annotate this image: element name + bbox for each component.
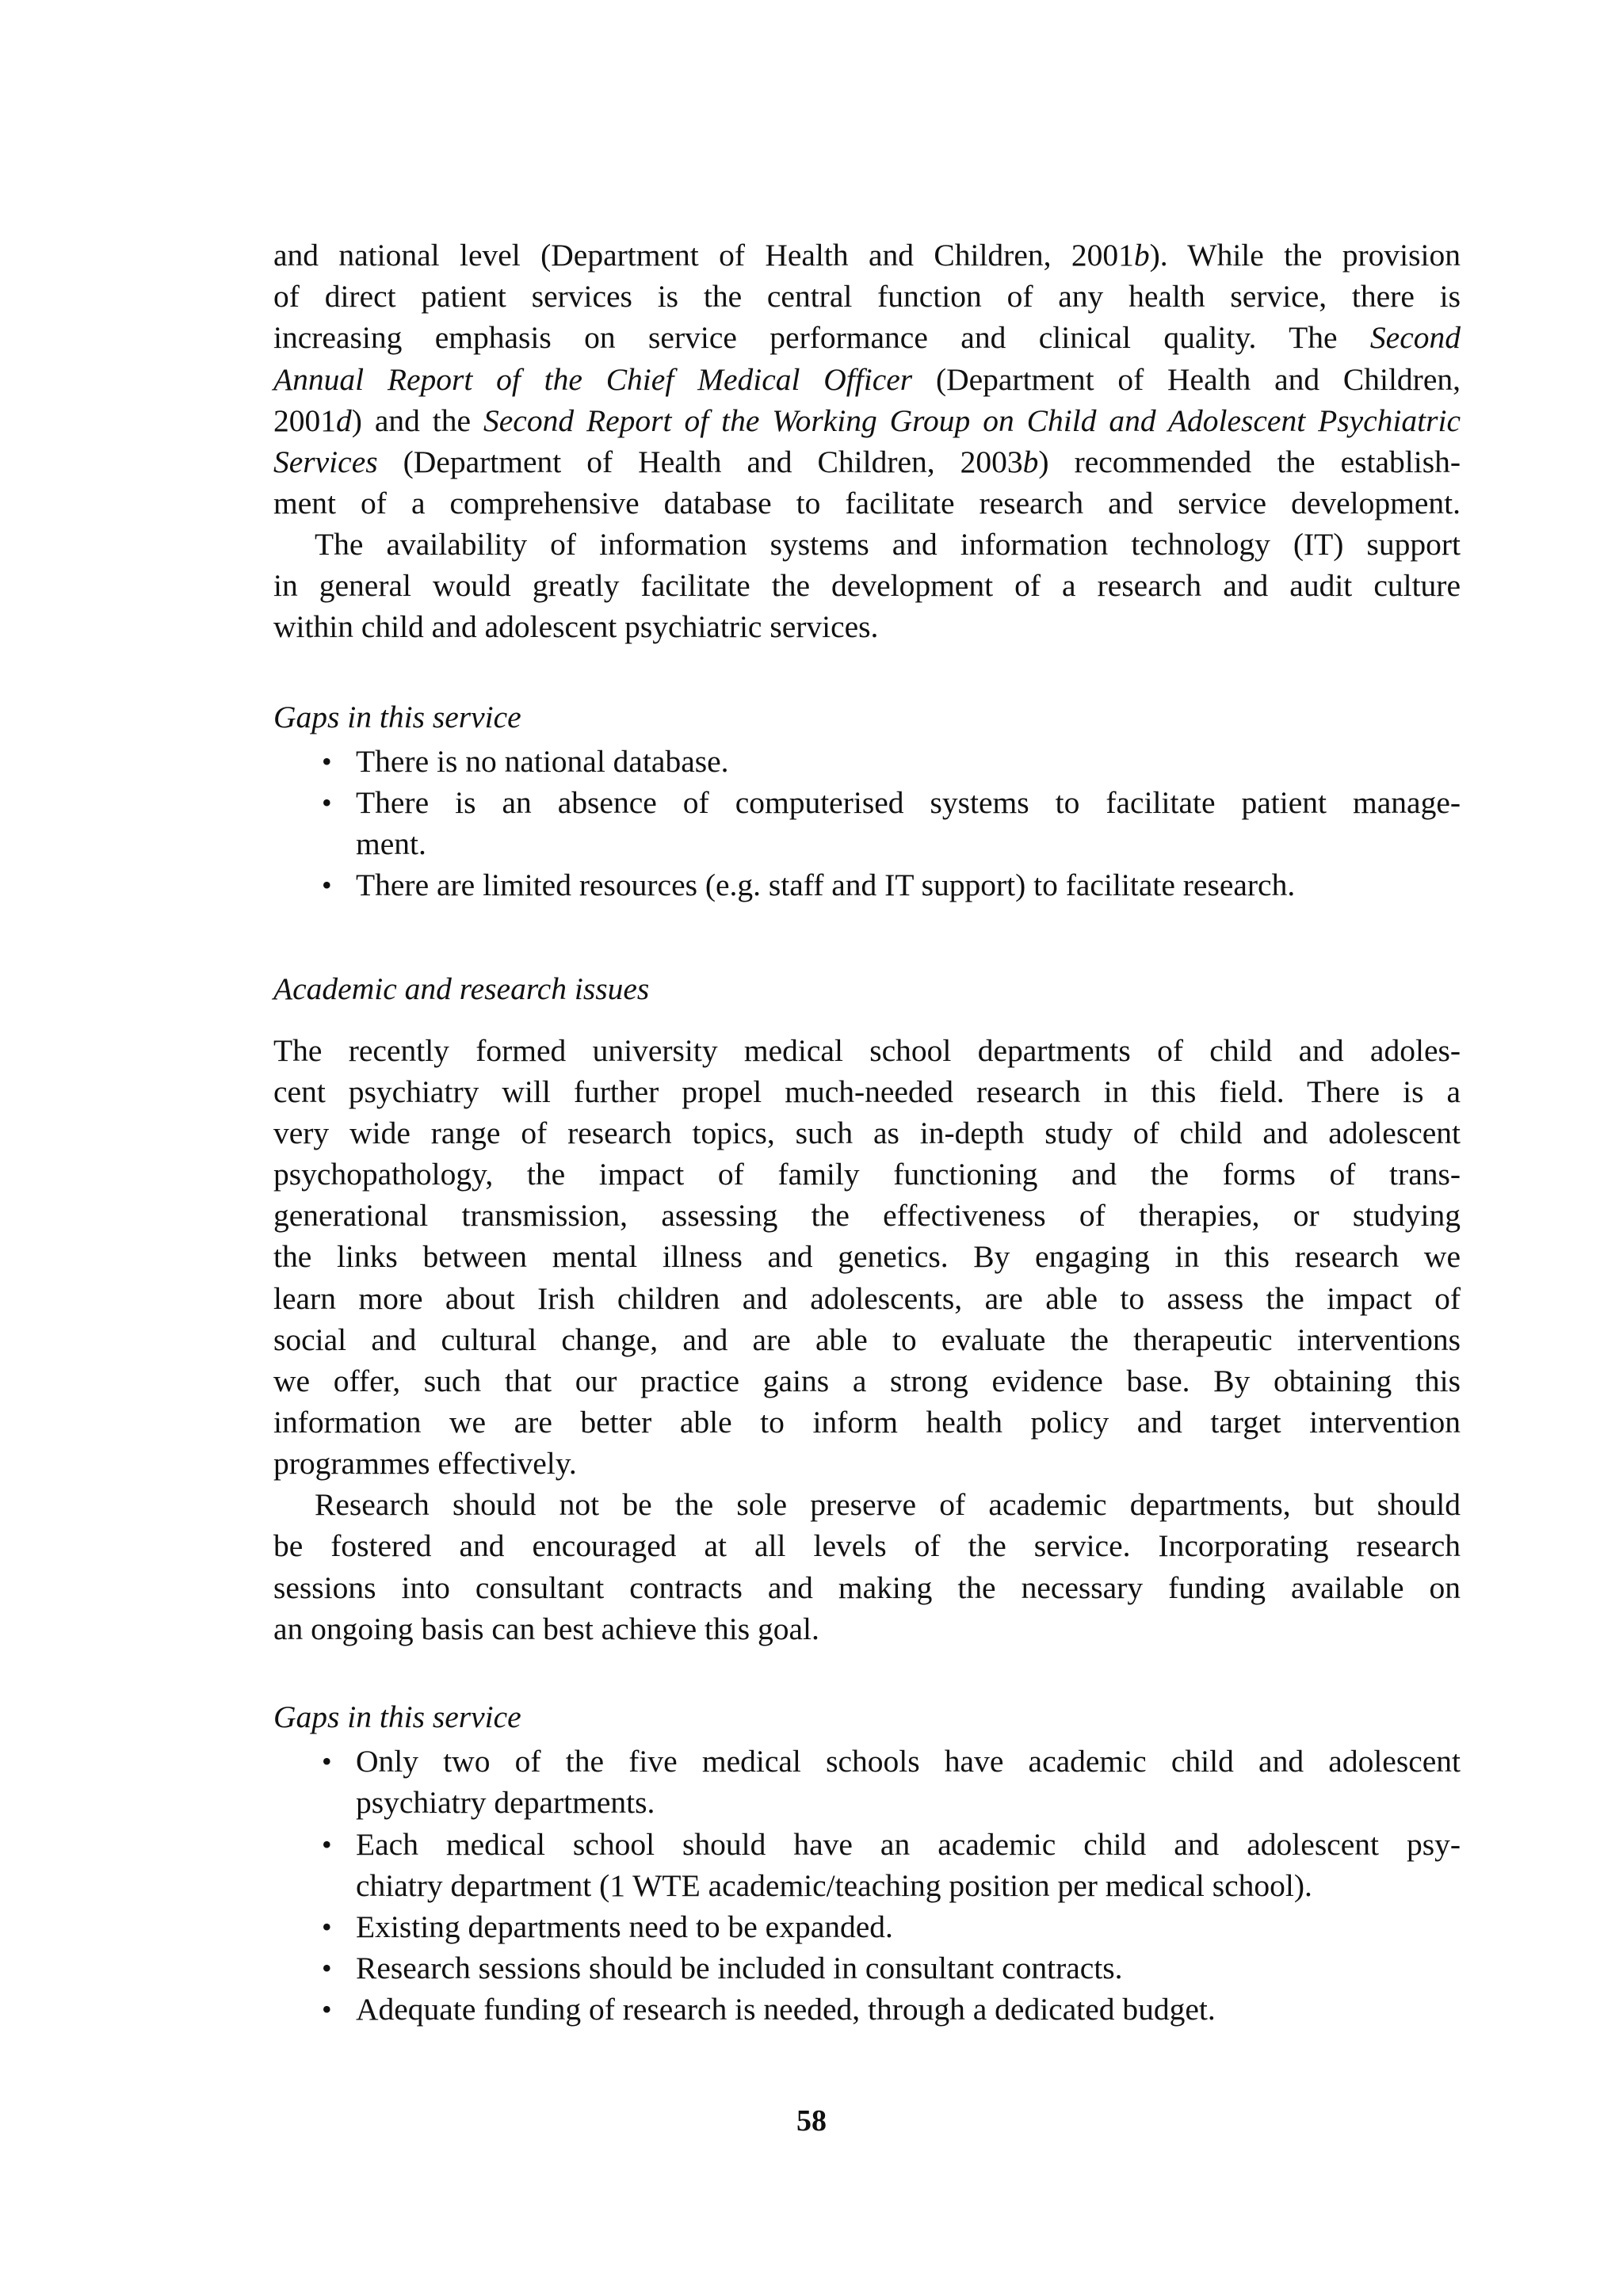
text-run: in general would greatly facilitate the development of a research and audit culture — [273, 568, 1461, 603]
text-run: The availability of information systems and information technology (IT) support — [315, 527, 1461, 562]
text-run: information we are better able to inform health policy and target intervention — [273, 1405, 1461, 1440]
text-run: psychopathology, the impact of family functioning and the forms of trans- — [273, 1157, 1461, 1192]
paragraph-line — [273, 441, 1461, 482]
text-run: ment of a comprehensive database to facilitate research and service development. — [273, 486, 1461, 521]
italic-text: Second — [1369, 320, 1461, 355]
text-run: Each medical school should have an academic child and adolescent psy- — [356, 1827, 1461, 1862]
paragraph-line — [273, 1278, 1461, 1319]
bullet-icon: • — [322, 1829, 332, 1860]
italic-text: b — [1022, 444, 1039, 479]
bullet-item-line — [356, 823, 1461, 864]
paragraph-line — [273, 565, 1461, 606]
text-run: and national level (Department of Health and Children, 2001 — [273, 238, 1134, 273]
bullet-item-line — [356, 1782, 1461, 1823]
text-run: ) recommended the establish- — [1038, 444, 1461, 479]
text-run: the links between mental illness and genetics. By engaging in this research we — [273, 1239, 1461, 1274]
text-run: Research should not be the sole preserve of academic departments, but should — [315, 1487, 1461, 1522]
bullet-icon: • — [322, 746, 332, 777]
paragraph-line — [273, 1030, 1461, 1071]
paragraph-line — [273, 317, 1461, 358]
paragraph-line — [273, 1236, 1461, 1277]
section-heading — [273, 968, 1461, 1009]
text-run: Research sessions should be included in consultant contracts. — [356, 1951, 1123, 1985]
text-run: ment. — [356, 826, 426, 861]
bullet-item-line — [322, 782, 1461, 823]
bullet-icon: • — [322, 1911, 332, 1943]
text-run: programmes effectively. — [273, 1446, 577, 1481]
paragraph-line — [273, 359, 1461, 400]
paragraph-line — [273, 1112, 1461, 1154]
italic-text: Services — [273, 444, 378, 479]
bullet-icon: • — [322, 869, 332, 901]
bullet-item-line — [322, 1989, 1461, 2030]
paragraph-line — [315, 524, 1461, 565]
text-run: psychiatry departments. — [356, 1785, 655, 1820]
bullet-item-line — [322, 1741, 1461, 1782]
paragraph-line — [273, 1567, 1461, 1608]
text-run: (Department of Health and Children, 2003 — [377, 444, 1023, 479]
text-run: There are limited resources (e.g. staff and IT support) to facilitate research. — [356, 868, 1296, 902]
text-run: be fostered and encouraged at all levels of the service. Incorporating research — [273, 1528, 1461, 1563]
text-run: Academic and research issues — [273, 971, 650, 1006]
bullet-item-line — [322, 1947, 1461, 1989]
paragraph-line — [273, 1608, 1461, 1650]
text-run: generational transmission, assessing the effectiveness of therapies, or studying — [273, 1198, 1461, 1233]
bullet-icon: • — [322, 1745, 332, 1777]
text-run: 2001 — [273, 403, 336, 438]
bullet-icon: • — [322, 1952, 332, 1984]
text-run: learn more about Irish children and adolescents, are able to assess the impact of — [273, 1281, 1461, 1316]
paragraph-line — [273, 1154, 1461, 1195]
text-run: (Department of Health and Children, — [912, 362, 1461, 397]
page-number: 58 — [796, 2104, 827, 2138]
paragraph-line — [273, 1402, 1461, 1443]
section-heading — [273, 696, 1461, 738]
italic-text: Second Report of the Working Group on Child and Adolescent Psychiatric — [483, 403, 1461, 438]
text-run: we offer, such that our practice gains a strong evidence base. By obtaining this — [273, 1363, 1461, 1398]
paragraph-line — [273, 235, 1461, 276]
bullet-item-line — [356, 1865, 1461, 1906]
bullet-item-line — [322, 1906, 1461, 1947]
paragraph-line — [315, 1484, 1461, 1525]
paragraph-line — [273, 1195, 1461, 1236]
text-run: Only two of the five medical schools have academic child and adolescent — [356, 1744, 1461, 1779]
bullet-item-line — [322, 864, 1461, 906]
bullet-icon: • — [322, 787, 332, 818]
paragraph-line — [273, 400, 1461, 441]
italic-text: Annual Report of the Chief Medical Officer — [273, 362, 913, 397]
text-run: There is an absence of computerised systems to facilitate patient manage- — [356, 785, 1461, 820]
paragraph-line — [273, 482, 1461, 524]
text-run: cent psychiatry will further propel much-needed research in this field. There is a — [273, 1074, 1461, 1109]
text-run: increasing emphasis on service performance and clinical quality. The — [273, 320, 1370, 355]
italic-text: b — [1133, 238, 1150, 273]
text-run: Gaps in this service — [273, 700, 521, 734]
paragraph-line — [273, 1443, 1461, 1484]
text-run: chiatry department (1 WTE academic/teaching position per medical school). — [356, 1868, 1312, 1903]
paragraph-line — [273, 1360, 1461, 1402]
section-heading — [273, 1696, 1461, 1737]
text-run: ). While the provision — [1149, 238, 1461, 273]
text-run: an ongoing basis can best achieve this goal. — [273, 1611, 819, 1646]
bullet-item-line — [322, 741, 1461, 782]
italic-text: d — [336, 403, 352, 438]
text-run: very wide range of research topics, such as in-depth study of child and adolescent — [273, 1116, 1461, 1150]
paragraph-line — [273, 276, 1461, 317]
paragraph-line — [273, 1071, 1461, 1112]
bullet-item-line — [322, 1824, 1461, 1865]
text-run: Existing departments need to be expanded. — [356, 1909, 893, 1944]
text-run: sessions into consultant contracts and making the necessary funding available on — [273, 1570, 1461, 1605]
text-run: Gaps in this service — [273, 1699, 521, 1734]
text-run: within child and adolescent psychiatric services. — [273, 609, 879, 644]
paragraph-line — [273, 606, 1461, 647]
paragraph-line — [273, 1319, 1461, 1360]
text-run: of direct patient services is the central function of any health service, there is — [273, 279, 1461, 314]
bullet-icon: • — [322, 1993, 332, 2025]
paragraph-line — [273, 1525, 1461, 1566]
text-run: The recently formed university medical school departments of child and adoles- — [273, 1033, 1461, 1068]
text-run: Adequate funding of research is needed, through a dedicated budget. — [356, 1992, 1216, 2027]
text-run: There is no national database. — [356, 744, 729, 779]
text-run: social and cultural change, and are able to evaluate the therapeutic interventions — [273, 1322, 1461, 1357]
text-run: ) and the — [351, 403, 483, 438]
